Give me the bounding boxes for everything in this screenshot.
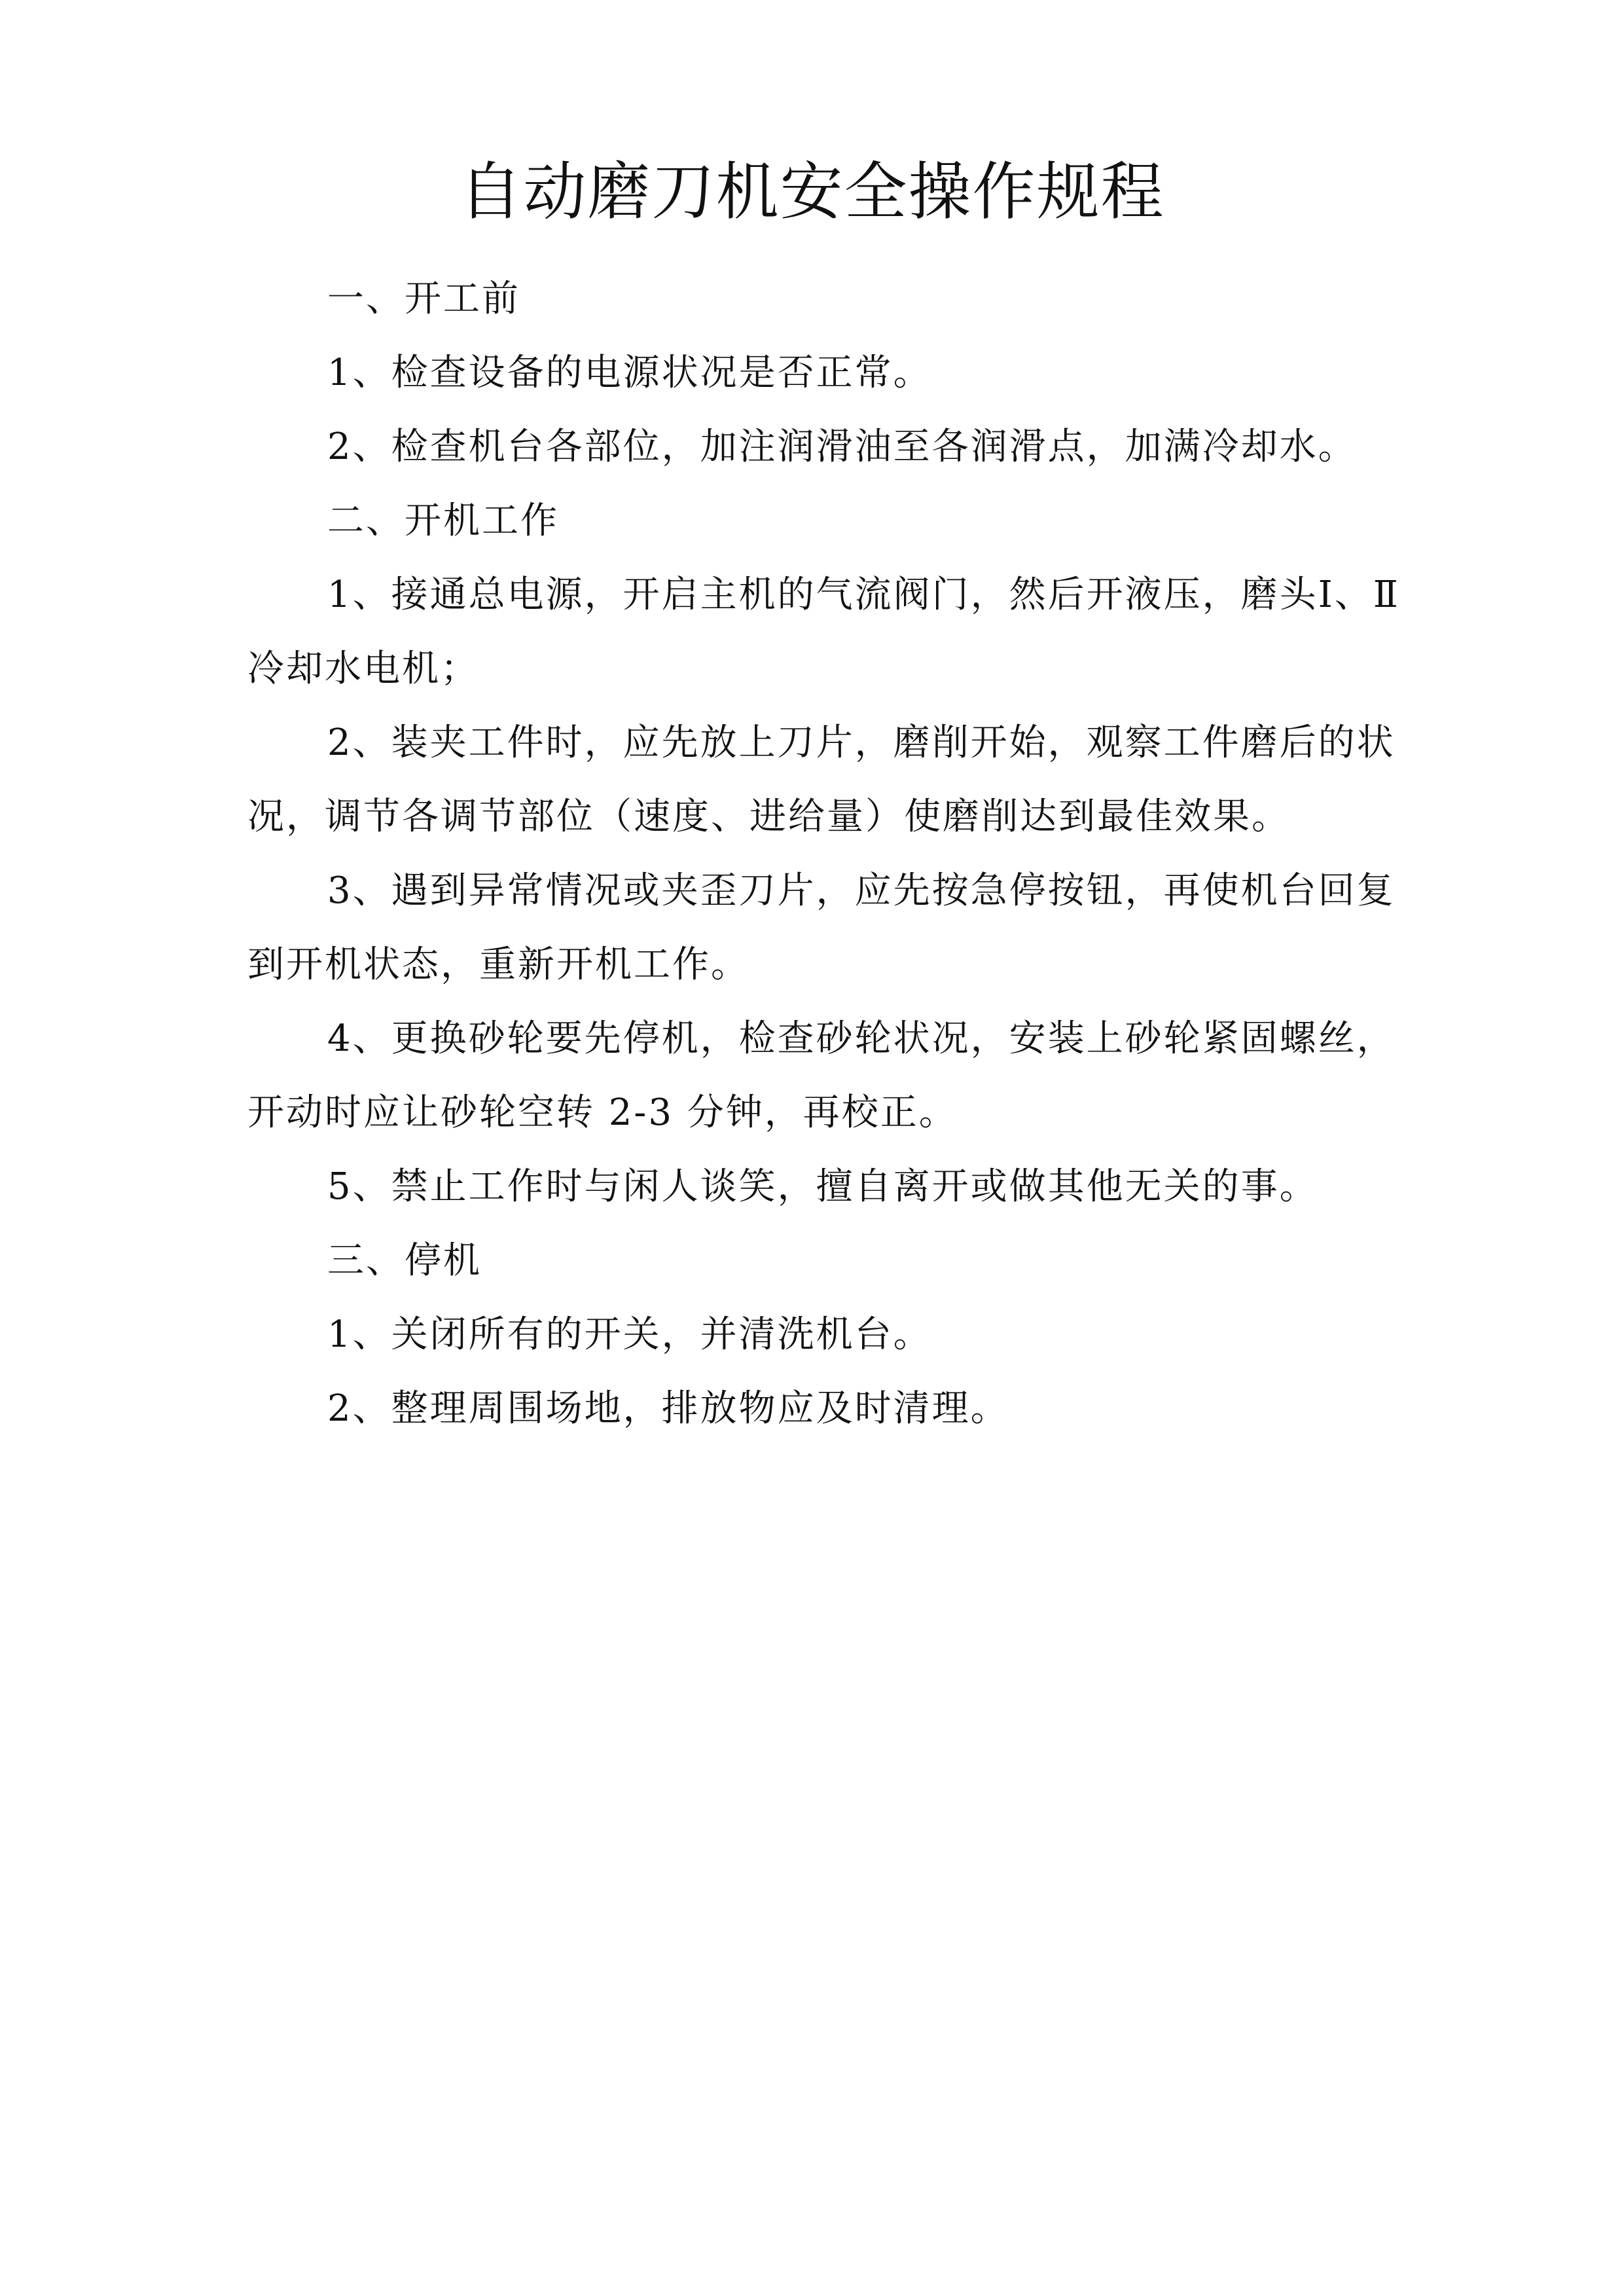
section-heading-before-start: 一、开工前 — [327, 278, 520, 320]
paragraph-emergency-stop: 3、遇到异常情况或夹歪刀片，应先按急停按钮，再使机台回复到开机状态，重新开机工作。 — [247, 869, 1396, 986]
paragraph-no-distraction: 5、禁止工作时与闲人谈笑，擅自离开或做其他无关的事。 — [327, 1165, 1318, 1208]
paragraph-close-switches: 1、关闭所有的开关，并清洗机台。 — [327, 1313, 932, 1356]
section-heading-operation: 二、开机工作 — [327, 500, 559, 542]
paragraph-replace-wheel: 4、更换砂轮要先停机，检查砂轮状况，安装上砂轮紧固螺丝，开动时应让砂轮空转 2-3 分钟，再校正。 — [247, 1017, 1396, 1134]
document-body — [247, 262, 1413, 1446]
section-heading-shutdown: 三、停机 — [327, 1239, 482, 1282]
paragraph-power-on: 1、接通总电源，开启主机的气流阀门，然后开液压，磨头Ⅰ、Ⅱ冷却水电机； — [247, 574, 1400, 690]
paragraph-clamp-workpiece: 2、装夹工件时，应先放上刀片，磨削开始，观察工件磨后的状况，调节各调节部位（速度、进给量）使磨削达到最佳效果。 — [247, 721, 1396, 838]
paragraph-check-machine: 2、检查机台各部位，加注润滑油至各润滑点，加满冷却水。 — [327, 426, 1357, 468]
paragraph-check-power: 1、检查设备的电源状况是否正常。 — [327, 352, 932, 394]
paragraph-clean-site: 2、整理周围场地，排放物应及时清理。 — [327, 1387, 1009, 1430]
document-title: 自动磨刀机安全操作规程 — [459, 155, 1165, 228]
